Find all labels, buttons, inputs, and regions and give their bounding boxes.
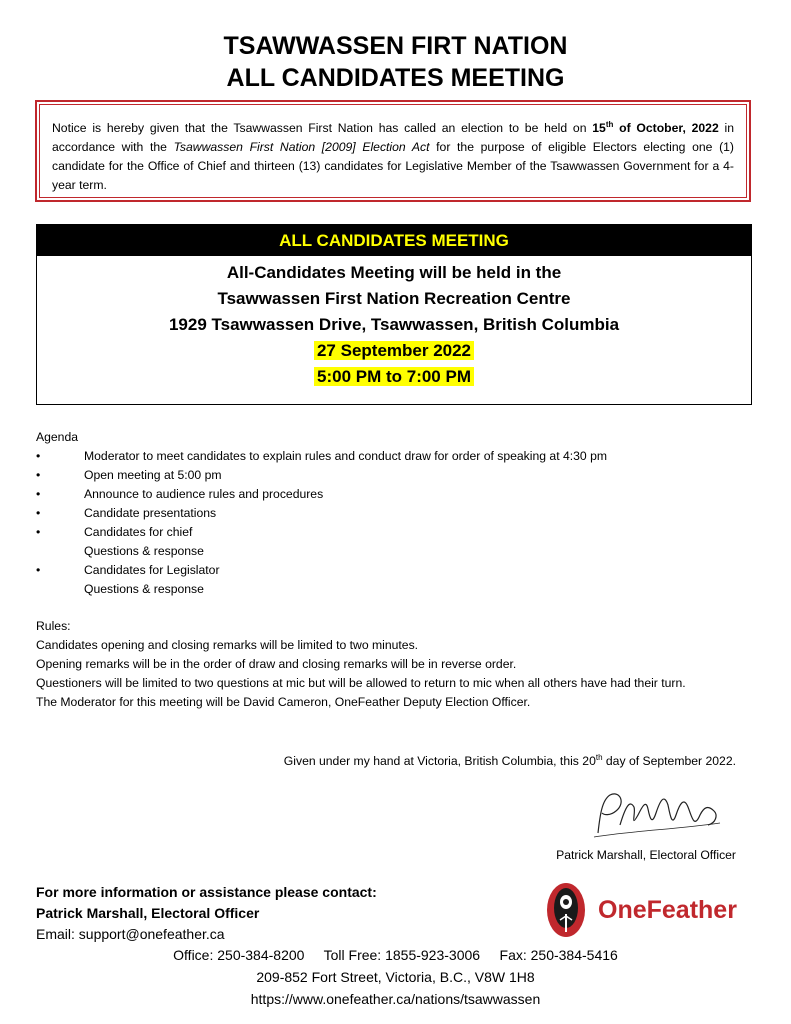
feather-logo-icon — [540, 880, 592, 940]
notice-date-day: 15 — [592, 121, 606, 136]
meeting-line-2: Tsawwassen First Nation Recreation Centre — [217, 289, 571, 308]
agenda-subitem: Questions & response — [84, 582, 204, 596]
onefeather-logo — [540, 880, 755, 940]
meeting-header — [37, 225, 751, 256]
given-sup: th — [595, 753, 603, 762]
notice-part-1: Notice is hereby given that the Tsawwassen First Nation has called an election to be held on — [52, 121, 593, 136]
rule-line: Questioners will be limited to two questions at mic but will be allowed to return to mic when all others have had their turn. — [36, 676, 686, 690]
contact-url[interactable]: https://www.onefeather.ca/nations/tsawwassen — [250, 991, 541, 1007]
bullet-icon: • — [36, 487, 41, 501]
contact-name: Patrick Marshall, Electoral Officer — [36, 905, 260, 921]
contact-address: 209-852 Fort Street, Victoria, B.C., V8W 1H8 — [256, 969, 535, 985]
rule-line: Opening remarks will be in the order of draw and closing remarks will be in reverse order. — [36, 657, 517, 671]
title-line-2: ALL CANDIDATES MEETING — [226, 64, 565, 92]
agenda-item-text: Announce to audience rules and procedures — [84, 487, 324, 501]
signature-image — [590, 785, 725, 845]
agenda-item-text: Candidates for Legislator — [84, 563, 220, 577]
contact-phones: Office: 250-384-8200 Toll Free: 1855-923-3006 Fax: 250-384-5416 — [173, 947, 618, 963]
contact-section — [36, 882, 377, 945]
agenda-subitem: Questions & response — [84, 544, 204, 558]
title-line-1: TSAWWASSEN FIRT NATION — [223, 32, 568, 60]
agenda-item-text: Candidates for chief — [84, 525, 193, 539]
notice-election-date — [592, 121, 719, 135]
bullet-icon: • — [36, 506, 41, 520]
rules-section — [36, 617, 752, 712]
agenda-item — [36, 485, 752, 504]
bullet-icon: • — [36, 525, 41, 539]
meeting-line-1: All-Candidates Meeting will be held in the — [226, 263, 562, 282]
page-title — [0, 30, 791, 94]
rule-line: Candidates opening and closing remarks will be limited to two minutes. — [36, 638, 419, 652]
notice-date-rest: of October, 2022 — [613, 121, 719, 136]
agenda-item — [36, 523, 752, 542]
notice-date-sup: th — [605, 120, 614, 129]
agenda-title: Agenda — [36, 430, 79, 444]
agenda-list — [36, 447, 752, 599]
agenda-item — [36, 561, 752, 580]
rule-line: The Moderator for this meeting will be David Cameron, OneFeather Deputy Election Officer. — [36, 695, 531, 709]
agenda-item — [36, 447, 752, 466]
agenda-item-text: Moderator to meet candidates to explain rules and conduct draw for order of speaking at 4:30 pm — [84, 449, 608, 463]
notice-part-3: for the purpose of eligible Electors electing one (1) candidate for the Office of Chief and thirteen (13) candidates for Legislative Member of the Tsawwassen Government for a 4-year term. — [52, 140, 734, 193]
agenda-item-text: Open meeting at 5:00 pm — [84, 468, 222, 482]
given-statement — [0, 748, 736, 771]
bullet-icon: • — [36, 563, 41, 577]
contact-email[interactable]: Email: support@onefeather.ca — [36, 926, 225, 942]
rules-title: Rules: — [36, 619, 71, 633]
contact-heading: For more information or assistance please contact: — [36, 884, 377, 900]
meeting-date: 27 September 2022 — [314, 341, 474, 360]
meeting-box — [36, 224, 752, 405]
signature-name: Patrick Marshall, Electoral Officer — [556, 848, 736, 862]
meeting-time: 5:00 PM to 7:00 PM — [314, 367, 474, 386]
notice-text — [39, 104, 747, 198]
meeting-header-label: ALL CANDIDATES MEETING — [279, 231, 509, 250]
agenda-item — [36, 504, 752, 523]
notice-act-name: Tsawwassen First Nation [2009] Election Act — [173, 140, 430, 155]
bullet-icon: • — [36, 449, 41, 463]
rules-lines — [36, 636, 752, 712]
meeting-line-3: 1929 Tsawwassen Drive, Tsawwassen, British Columbia — [168, 315, 620, 334]
notice-box — [35, 100, 751, 202]
notice-part-2: in accordance with the — [52, 121, 735, 155]
agenda-item — [36, 466, 752, 485]
logo-text: OneFeather — [598, 896, 737, 924]
given-part-1: Given under my hand at Victoria, British Columbia, this 20 — [283, 754, 596, 769]
agenda-item-text: Candidate presentations — [84, 506, 217, 520]
given-part-2: day of September 2022. — [602, 754, 736, 769]
bullet-icon: • — [36, 468, 41, 482]
agenda-section — [36, 428, 752, 599]
